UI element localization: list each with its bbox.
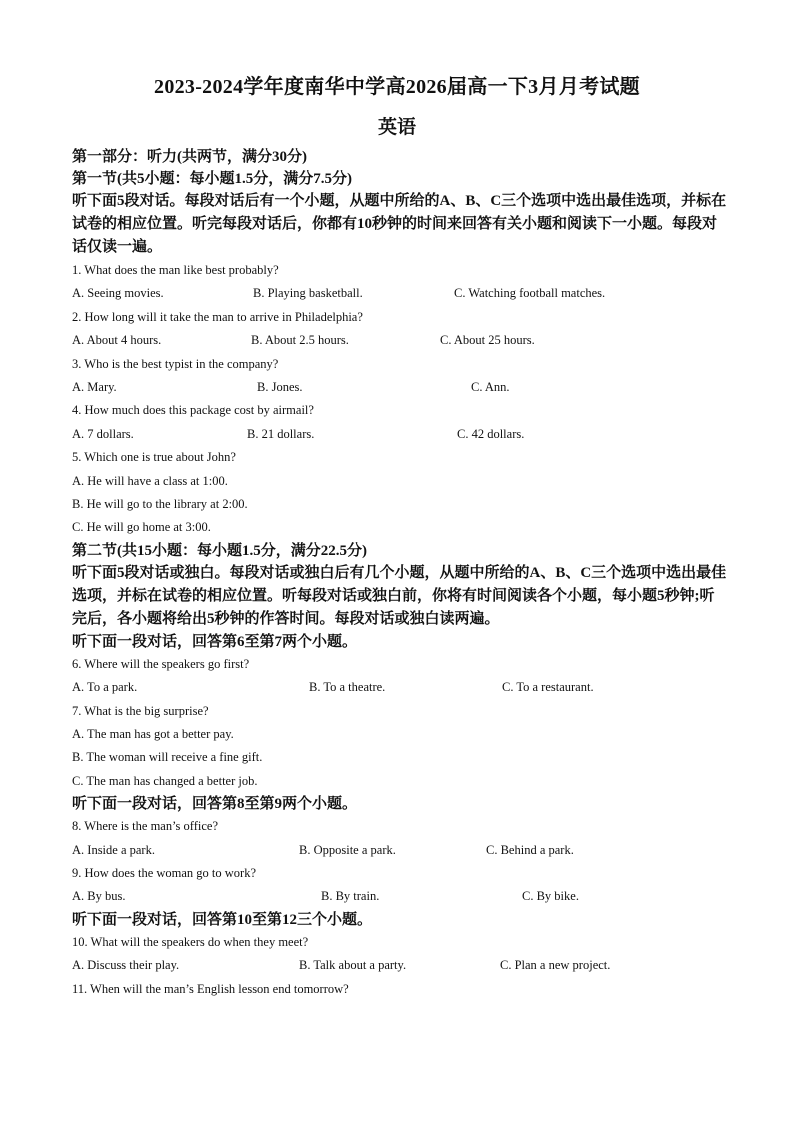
option-b: B. To a theatre. bbox=[309, 680, 386, 695]
question-6: 6. Where will the speakers go first? bbox=[72, 656, 250, 671]
option-a: A. To a park. bbox=[72, 680, 138, 695]
question-3-options bbox=[72, 376, 727, 399]
option-b: B. Opposite a park. bbox=[299, 842, 396, 857]
option-a: A. By bus. bbox=[72, 889, 126, 904]
group-8-9-heading: 听下面一段对话，回答第8至第9两个小题。 bbox=[72, 796, 358, 813]
option-b: B. 21 dollars. bbox=[247, 426, 315, 441]
question-8-options bbox=[72, 839, 727, 862]
option-c: C. 42 dollars. bbox=[457, 426, 525, 441]
option-a: A. 7 dollars. bbox=[72, 426, 134, 441]
option-c: C. Watching football matches. bbox=[454, 286, 606, 301]
option-c: C. By bike. bbox=[522, 889, 579, 904]
option-b: B. He will go to the library at 2:00. bbox=[72, 497, 248, 511]
subject-title: 英语 bbox=[377, 117, 416, 138]
option-b: B. About 2.5 hours. bbox=[251, 333, 349, 348]
option-c: C. About 25 hours. bbox=[440, 333, 535, 348]
question-10: 10. What will the speakers do when they meet? bbox=[72, 934, 309, 949]
option-a: A. The man has got a better pay. bbox=[72, 727, 234, 742]
question-2: 2. How long will it take the man to arrive in Philadelphia? bbox=[72, 309, 363, 324]
question-5: 5. Which one is true about John? bbox=[72, 450, 236, 465]
question-4: 4. How much does this package cost by airmail? bbox=[72, 403, 314, 418]
option-c: C. Ann. bbox=[471, 380, 510, 394]
question-7: 7. What is the big surprise? bbox=[72, 703, 209, 718]
group-6-7-heading: 听下面一段对话，回答第6至第7两个小题。 bbox=[72, 633, 358, 650]
section2-instructions: 听下面5段对话或独白。每段对话或独白后有几个小题，从题中所给的A、B、C三个选项中选出最佳选项，并标在试卷的相应位置。听每段对话或独白前，你将有时间阅读各个小题，每小题5秒钟;听完后，各小题将给出5秒钟的作答时间。每段对话或独白读两遍。 bbox=[72, 564, 727, 627]
question-9-options bbox=[72, 885, 727, 908]
question-1-options bbox=[72, 282, 727, 305]
option-a: A. Mary. bbox=[72, 380, 117, 394]
option-a: A. Seeing movies. bbox=[72, 286, 164, 301]
question-9: 9. How does the woman go to work? bbox=[72, 866, 256, 881]
question-11: 11. When will the man’s English lesson end tomorrow? bbox=[72, 981, 349, 996]
option-c: C. Plan a new project. bbox=[500, 958, 611, 973]
option-c: C. To a restaurant. bbox=[502, 680, 594, 695]
option-a: A. Discuss their play. bbox=[72, 958, 180, 973]
option-c: C. He will go home at 3:00. bbox=[72, 520, 211, 535]
question-6-options bbox=[72, 676, 727, 699]
question-3: 3. Who is the best typist in the company? bbox=[72, 356, 279, 371]
question-4-options bbox=[72, 423, 727, 446]
option-a: A. He will have a class at 1:00. bbox=[72, 473, 228, 488]
option-b: B. Talk about a party. bbox=[299, 958, 407, 973]
option-c: C. The man has changed a better job. bbox=[72, 773, 258, 788]
section1-instructions: 听下面5段对话。每段对话后有一个小题，从题中所给的A、B、C三个选项中选出最佳选项，并标在试卷的相应位置。听完每段对话后，你都有10秒钟的时间来回答有关小题和阅读下一小题。每段对话仅读一遍。 bbox=[72, 193, 727, 255]
section2-heading: 第二节(共15小题：每小题1.5分，满分22.5分) bbox=[72, 542, 367, 559]
page-title: 2023-2024学年度南华中学高2026届高一下3月月考试题 bbox=[154, 76, 640, 98]
exam-content bbox=[72, 146, 727, 1001]
question-2-options bbox=[72, 329, 727, 352]
option-b: B. Playing basketball. bbox=[253, 286, 363, 301]
section1-heading: 第一节(共5小题：每小题1.5分，满分7.5分) bbox=[72, 171, 352, 187]
option-b: B. By train. bbox=[321, 889, 380, 904]
group-10-12-heading: 听下面一段对话，回答第10至第12三个小题。 bbox=[72, 911, 373, 928]
part1-heading: 第一部分：听力(共两节，满分30分) bbox=[72, 149, 307, 165]
option-a: A. Inside a park. bbox=[72, 842, 155, 857]
question-10-options bbox=[72, 954, 727, 977]
option-c: C. Behind a park. bbox=[486, 842, 574, 857]
option-b: B. The woman will receive a fine gift. bbox=[72, 750, 263, 765]
question-1: 1. What does the man like best probably? bbox=[72, 263, 279, 277]
option-b: B. Jones. bbox=[257, 380, 303, 394]
option-a: A. About 4 hours. bbox=[72, 333, 162, 348]
question-8: 8. Where is the man’s office? bbox=[72, 819, 219, 834]
